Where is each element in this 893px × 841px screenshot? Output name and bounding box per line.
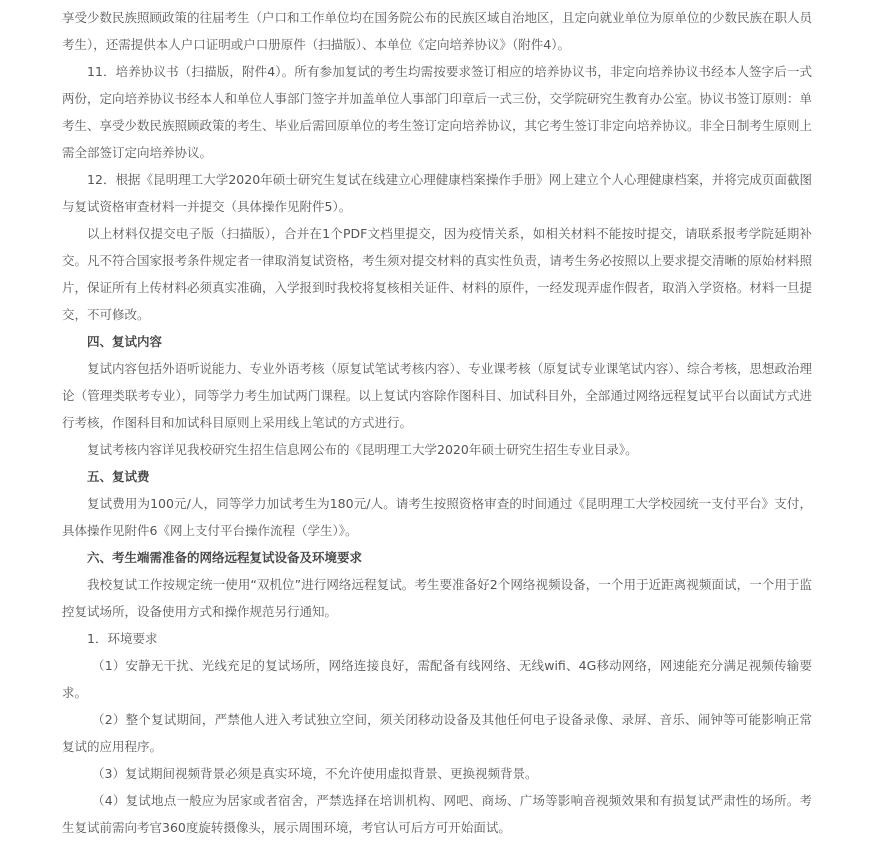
paragraph-retest-content: 复试内容包括外语听说能力、专业外语考核（原复试笔试考核内容）、专业课考核（原复试专业课笔试内容）、综合考核，思想政治理论（管理类联考专业），同等学力考生加试两门课程。以上复试内容除作图科目、加试科目外，全部通过网络远程复试平台以面试方式进行考核，作图科目和加试科目原则上采用线上笔试的方式进行。 — [62, 361, 813, 430]
paragraph-env-2: （2）整个复试期间，严禁他人进入考试独立空间，须关闭移动设备及其他任何电子设备录像、录屏、音乐、闹钟等可能影响正常复试的应用程序。 — [62, 712, 812, 754]
paragraph-env-1: （1）安静无干扰、光线充足的复试场所，网络连接良好，需配备有线网络、无线wifi、4G移动网络，网速能充分满足视频传输要求。 — [62, 658, 812, 700]
paragraph-retest-fee: 复试费用为100元/人，同等学力加试考生为180元/人。请考生按照资格审查的时间通过《昆明理工大学校园统一支付平台》支付，具体操作见附件6《网上支付平台操作流程（学生）》。 — [62, 496, 812, 538]
paragraph-item-11: 11．培养协议书（扫描版，附件4）。所有参加复试的考生均需按要求签订相应的培养协议书，非定向培养协议书经本人签字后一式两份，定向培养协议书经本人和单位人事部门签字并加盖单位人事部门印章后一式三份，交学院研究生教育办公室。协议书签订原则：单考生、享受少数民族照顾政策的考生、毕业后需回原单位的考生签订定向培养协议，其它考生签订非定向培养协议。非全日制考生原则上需全部签订定向培养协议。 — [62, 64, 813, 160]
heading-section-6: 六、考生端需准备的网络远程复试设备及环境要求 — [87, 550, 363, 565]
paragraph-retest-catalog: 复试考核内容详见我校研究生招生信息网公布的《昆明理工大学2020年硕士研究生招生专业目录》。 — [87, 442, 638, 457]
paragraph-minority-policy: 享受少数民族照顾政策的往届考生（户口和工作单位均在国务院公布的民族区域自治地区，且定向就业单位为原单位的少数民族在职人员考生），还需提供本人户口证明或户口册原件（扫描版）、本单位《定向培养协议》（附件4）。 — [62, 10, 813, 52]
paragraph-env-4: （4）复试地点一般应为居家或者宿舍，严禁选择在培训机构、网吧、商场、广场等影响音视频效果和有损复试严肃性的场所。考生复试前需向考官360度旋转摄像头，展示周围环境，考官认可后方可开始面试。 — [62, 793, 812, 835]
paragraph-env-3: （3）复试期间视频背景必须是真实环境，不允许使用虚拟背景、更换视频背景。 — [92, 766, 538, 781]
article-body — [62, 4, 812, 841]
heading-section-4: 四、复试内容 — [87, 334, 163, 349]
paragraph-environment-title: 1．环境要求 — [87, 631, 158, 646]
paragraph-submission-note: 以上材料仅提交电子版（扫描版），合并在1个PDF文档里提交，因为疫情关系，如相关材料不能按时提交，请联系报考学院延期补交。凡不符合国家报考条件规定者一律取消复试资格，考生须对提交材料的真实性负责，请考生务必按照以上要求提交清晰的原始材料照片，保证所有上传材料必须真实准确，入学报到时我校将复核相关证件、材料的原件，一经发现弄虚作假者，取消入学资格。材料一旦提交，不可修改。 — [62, 226, 813, 322]
paragraph-item-12: 12．根据《昆明理工大学2020年硕士研究生复试在线建立心理健康档案操作手册》网上建立个人心理健康档案，并将完成页面截图与复试资格审查材料一并提交（具体操作见附件5）。 — [62, 172, 812, 214]
paragraph-dual-camera: 我校复试工作按规定统一使用“双机位”进行网络远程复试。考生要准备好2个网络视频设备，一个用于近距离视频面试，一个用于监控复试场所，设备使用方式和操作规范另行通知。 — [62, 577, 812, 619]
heading-section-5: 五、复试费 — [87, 469, 150, 484]
